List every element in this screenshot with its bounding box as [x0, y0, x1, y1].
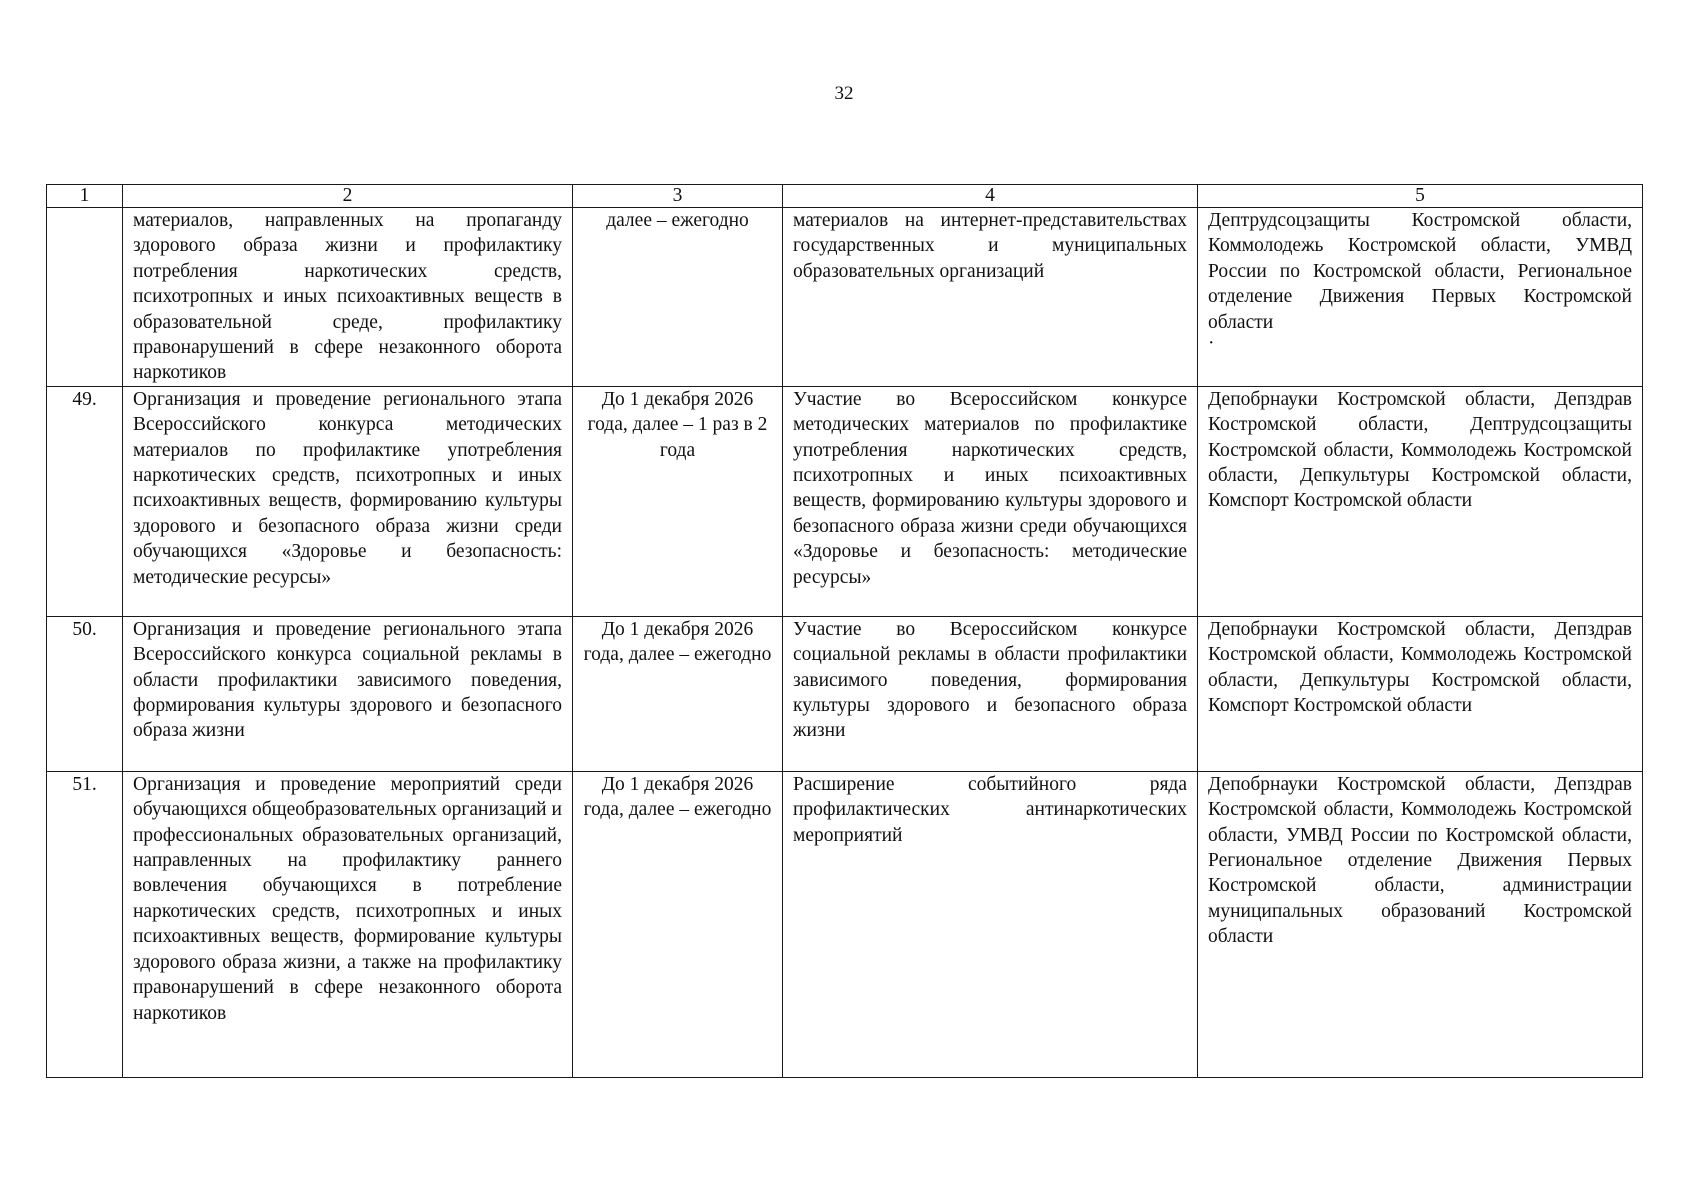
action-description: Организация и проведение мероприятий среди обучающихся общеобразовательных организаций и профессиональных образовательных организаций, направленных на профилактику раннего вовлечения обучающихся в потребление наркотических средств, психотропных и иных психоактивных веществ, формирование культуры здорового образа жизни, а также на профилактику правонарушений в сфере незаконного оборота наркотиков: [123, 771, 573, 1077]
executors: [1198, 208, 1643, 387]
expected-result: Участие во Всероссийском конкурсе социальной рекламы в области профилактики зависимого поведения, формирования культуры здорового и безопасного образа жизни: [783, 616, 1198, 771]
action-description: материалов, направленных на пропаганду здорового образа жизни и профилактику потребления наркотических средств, психотропных и иных психоактивных веществ в образовательной среде, профилактику правонарушений в сфере незаконного оборота наркотиков: [123, 208, 573, 387]
table-row: [47, 386, 1643, 616]
deadline: До 1 декабря 2026 года, далее – 1 раз в 2 года: [573, 386, 783, 616]
expected-result: Расширение событийного ряда профилактических антинаркотических мероприятий: [783, 771, 1198, 1077]
action-description: Организация и проведение регионального этапа Всероссийского конкурса социальной рекламы в области профилактики зависимого поведения, формирования культуры здорового и безопасного образа жизни: [123, 616, 573, 771]
executors: Депобрнауки Костромской области, Депздрав Костромской области, Дептрудсоцзащиты Костромской области, Коммолодежь Костромской области, Депкультуры Костромской области, Комспорт Костромской области: [1198, 386, 1643, 616]
stray-mark: ·: [1208, 333, 1215, 355]
table-row: [47, 616, 1643, 771]
column-header-5: 5: [1198, 185, 1643, 208]
table-header-row: [47, 185, 1643, 208]
deadline: далее – ежегодно: [573, 208, 783, 387]
expected-result: материалов на интернет-представительствах государственных и муниципальных образовательных организаций: [783, 208, 1198, 387]
column-header-2: 2: [123, 185, 573, 208]
page-number: 32: [834, 83, 854, 104]
executors: Депобрнауки Костромской области, Депздрав Костромской области, Коммолодежь Костромской области, УМВД России по Костромской области, Региональное отделение Движения Первых Костромской области, администрации муниципальных образований Костромской области: [1198, 771, 1643, 1077]
row-number: 50.: [47, 616, 123, 771]
table-row: [47, 771, 1643, 1077]
deadline: До 1 декабря 2026 года, далее – ежегодно: [573, 616, 783, 771]
column-header-4: 4: [783, 185, 1198, 208]
deadline: До 1 декабря 2026 года, далее – ежегодно: [573, 771, 783, 1077]
row-number: 51.: [47, 771, 123, 1077]
row-number: 49.: [47, 386, 123, 616]
executors: Депобрнауки Костромской области, Депздрав Костромской области, Коммолодежь Костромской области, Депкультуры Костромской области, Комспорт Костромской области: [1198, 616, 1643, 771]
column-header-1: 1: [47, 185, 123, 208]
expected-result: Участие во Всероссийском конкурсе методических материалов по профилактике употребления наркотических средств, психотропных и иных психоактивных веществ, формированию культуры здорового и безопасного образа жизни среди обучающихся «Здоровье и безопасность: методические ресурсы»: [783, 386, 1198, 616]
action-plan-table: [46, 184, 1643, 1078]
action-description: Организация и проведение регионального этапа Всероссийского конкурса методических материалов по профилактике употребления наркотических средств, психотропных и иных психоактивных веществ, формированию культуры здорового и безопасного образа жизни среди обучающихся «Здоровье и безопасность: методические ресурсы»: [123, 386, 573, 616]
table-row: [47, 208, 1643, 387]
executors-text: Дептрудсоцзащиты Костромской области, Коммолодежь Костромской области, УМВД России по Костромской области, Региональное отделение Движения Первых Костромской области: [1208, 210, 1632, 333]
row-number: [47, 208, 123, 387]
column-header-3: 3: [573, 185, 783, 208]
